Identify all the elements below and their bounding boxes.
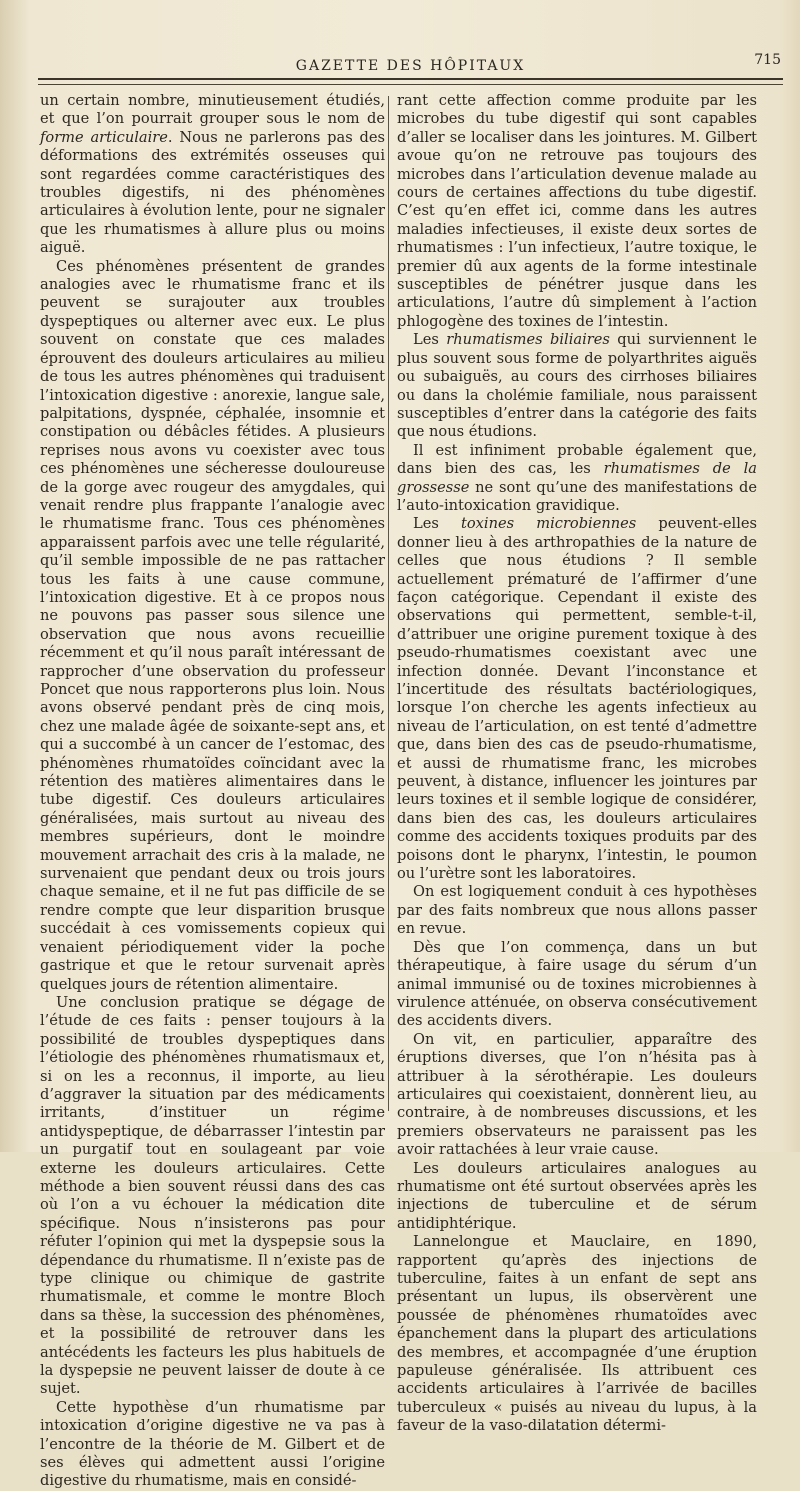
- paragraph-text: On est logiquement conduit à ces hypothèses par des faits nombreux que nous allons passer en revue.: [397, 883, 757, 938]
- paragraph: [40, 1399, 385, 1491]
- right-column: [397, 92, 757, 1436]
- italic-term: rhumatismes biliaires: [446, 331, 610, 349]
- paragraph-text: Il est infiniment probable également que, dans bien des cas, les: [397, 441, 757, 478]
- paragraph-text: ne sont qu’une des manifestations de l’auto-intoxication gravidique.: [397, 478, 757, 514]
- paragraph: [397, 442, 757, 516]
- paragraph-text: Dès que l’on commença, dans un but thérapeutique, à faire usage du sérum d’un animal immunisé ou de toxines microbiennes à virulence atténuée, on observa consécutivement des accidents divers.: [397, 938, 757, 1030]
- paragraph: [397, 92, 757, 331]
- paragraph-text: rant cette affection comme produite par les microbes du tube digestif qui sont capables d’aller se localiser dans les jointures. M. Gilbert avoue qu’on ne retrouve pas toujours des microbes dans l’articulation devenue malade au cours de certaines affections du tube digestif. C’est qu’en effet ici, comme dans les autres maladies infectieuses, il existe deux sortes de rhumatismes : l’un infectieux, l’autre toxique, le premier dû aux agents de la forme intestinale susceptibles de pénétrer jusque dans les articulations, l’autre dû simplement à l’action phlogogène des toxines de l’intestin.: [397, 92, 757, 330]
- paragraph-text: On vit, en particulier, apparaître des éruptions diverses, que l’on n’hésita pas à attribuer à la sérothérapie. Les douleurs articulaires qui coexistaient, donnèrent lieu, au contraire, à de nombreuses discussions, et les premiers observateurs ne paraissent pas les avoir rattachées à leur vraie cause.: [397, 1030, 757, 1159]
- paragraph: [397, 883, 757, 938]
- paragraph-text: Ces phénomènes présentent de grandes analogies avec le rhumatisme franc et ils peuvent se surajouter aux troubles dyspeptiques ou alterner avec eux. Le plus souvent on constate que ces malades éprouvent des douleurs articulaires au milieu de tous les autres phénomènes qui traduisent l’intoxication digestive : anorexie, langue sale, palpitations, dyspnée, céphalée, insomnie et constipation ou débâcles fétides. A plusieurs reprises nous avons vu coexister avec tous ces phénomènes une sécheresse douloureuse de la gorge avec rougeur des amygdales, qui venait rendre plus frappante l’analogie avec le rhumatisme franc. Tous ces phénomènes apparaissent parfois avec une telle régularité, qu’il semble impossible de ne pas rattacher tous les faits à une cause commune, l’intoxication digestive. Et à ce propos nous ne pouvons pas passer sous silence une observation que nous avons recueillie récemment et qu’il nous paraît intéressant de rapprocher d’une observation du professeur Poncet que nous rapporterons plus loin. Nous avons observé pendant près de cinq mois, chez une malade âgée de soixante-sept ans, et qui a succombé à un cancer de l’estomac, des phénomènes rhumatoïdes coïncidant avec la rétention des matières alimentaires dans le tube digestif. Ces douleurs articulaires généralisées, mais surtout au niveau des membres supérieurs, dont le moindre mouvement arrachait des cris à la malade, ne survenaient que pendant deux ou trois jours chaque semaine, et il ne fut pas difficile de se rendre compte que leur disparition brusque succédait à ces vomissements copieux qui venaient périodiquement vider la poche gastrique et que le retour survenait après quelques jours de rétention alimentaire.: [40, 257, 385, 993]
- left-column: [40, 92, 385, 1491]
- column-divider: [388, 96, 389, 1111]
- paragraph: [40, 258, 385, 994]
- paragraph-text: . Nous ne parlerons pas des déformations des extrémités osseuses qui sont regardées comme caractéristiques des troubles digestifs, ni des phénomènes articulaires à évolution lente, pour ne signaler que les rhumatismes à allure plus ou moins aiguë.: [40, 128, 385, 257]
- page-header: [38, 50, 783, 80]
- paragraph-text: Les: [413, 515, 462, 533]
- page-number: 715: [754, 52, 781, 68]
- paragraph: [397, 515, 757, 883]
- paragraph: [397, 331, 757, 441]
- paragraph: [40, 92, 385, 258]
- italic-term: rhumatismes de la grossesse: [397, 460, 757, 496]
- paragraph: [397, 939, 757, 1031]
- paragraph-text: peuvent-elles donner lieu à des arthropathies de la nature de celles que nous étudions ? Il semble actuellement prématuré de l’affirmer d’une façon catégorique. Cependant il existe des observations qui permettent, semble-t-il, d’attribuer une origine purement toxique à des pseudo-rhumatismes coexistant avec une infection donnée. Devant l’inconstance et l’incertitude des résultats bactériologiques, lorsque l’on cherche les agents infectieux au niveau de l’articulation, on est tenté d’admettre que, dans bien des cas de pseudo-rhumatisme, et aussi de rhumatisme franc, les microbes peuvent, à distance, influencer les jointures par leurs toxines et il semble logique de considérer, dans bien des cas, les douleurs articulaires comme des accidents toxiques produits par des poisons dont le pharynx, l’intestin, le poumon ou l’urètre sont les laboratoires.: [397, 515, 757, 883]
- paragraph: [40, 994, 385, 1399]
- paragraph-text: Une conclusion pratique se dégage de l’étude de ces faits : penser toujours à la possibilité de troubles dyspeptiques dans l’étiologie des phénomènes rhumatismaux et, si on les a reconnus, il importe, au lieu d’aggraver la situation par des médicaments irritants, d’instituer un régime antidyspeptique, de débarrasser l’intestin par un purgatif tout en soulageant par voie externe les douleurs articulaires. Cette méthode a bien souvent réussi dans des cas où l’on a vu échouer la médication dite spécifique. Nous n’insisterons pas pour réfuter l’opinion qui met la dyspepsie sous la dépendance du rhumatisme. Il n’existe pas de type clinique ou chimique de gastrite rhumatismale, et comme le montre Bloch dans sa thèse, la succession des phénomènes, et la possibilité de retrouver dans les antécédents les facteurs les plus habituels de la dyspepsie ne peuvent laisser de doute à ce sujet.: [40, 993, 385, 1398]
- header-rule: [38, 84, 783, 85]
- journal-title: GAZETTE DES HÔPITAUX: [295, 58, 526, 74]
- paragraph-text: Lannelongue et Mauclaire, en 1890, rapportent qu’après des injections de tuberculine, faites à un enfant de sept ans présentant un lupus, ils observèrent une poussée de phénomènes rhumatoïdes avec épanchement dans la plupart des articulations des membres, et accompagnée d’une éruption papuleuse généralisée. Ils attribuent ces accidents articulaires à l’arrivée de bacilles tuberculeux « puisés au niveau du lupus, à la faveur de la vaso-dilatation détermi-: [397, 1233, 757, 1435]
- paragraph-text: un certain nombre, minutieusement étudiés, et que l’on pourrait grouper sous le nom de: [40, 92, 385, 128]
- paragraph-text: qui surviennent le plus souvent sous forme de polyarthrites aiguës ou subaiguës, au cours des cirrhoses biliaires ou dans la cholémie familiale, nous paraissent susceptibles d’entrer dans la catégorie des faits que nous étudions.: [397, 331, 757, 441]
- paragraph: [397, 1160, 757, 1234]
- italic-term: forme articulaire: [40, 128, 168, 146]
- paragraph-text: Les douleurs articulaires analogues au rhumatisme ont été surtout observées après les injections de tuberculine et de sérum antidiphtérique.: [397, 1159, 757, 1232]
- paragraph-text: Cette hypothèse d’un rhumatisme par intoxication d’origine digestive ne va pas à l’encontre de la théorie de M. Gilbert et de ses élèves qui admettent aussi l’origine digestive du rhumatisme, mais en considé-: [40, 1398, 385, 1490]
- italic-term: toxines microbiennes: [461, 515, 637, 533]
- paragraph: [397, 1233, 757, 1435]
- paragraph-text: Les: [413, 331, 447, 349]
- paragraph: [397, 1031, 757, 1160]
